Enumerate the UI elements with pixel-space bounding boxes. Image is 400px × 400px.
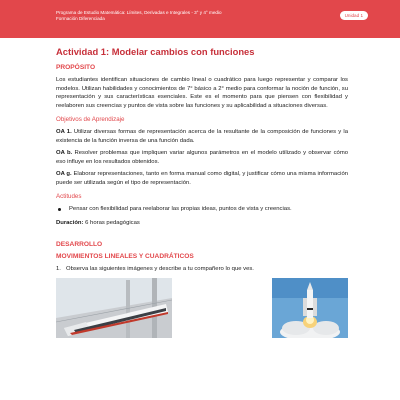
- actitudes-heading: Actitudes: [56, 193, 82, 200]
- proposito-text: Los estudiantes identifican situaciones de cambio lineal o cuadrático para luego representar y comparar los modelos. Utilizan habilidades y conocimientos de 7° básico a 2° medio para conformar la noción de función, su representación y sus características esenciales. Este es el momento para que piensen con flexibilidad y reelaboren sus creencias y puntos de vista sobre las funciones y su aplicabilidad a situaciones diversas.: [56, 77, 348, 109]
- objective-code: OA g.: [56, 171, 72, 177]
- objective-item: [56, 149, 348, 166]
- desarrollo-subheading: MOVIMIENTOS LINEALES Y CUADRÁTICOS: [56, 253, 194, 260]
- duracion-line: [56, 219, 348, 228]
- proposito-heading: PROPÓSITO: [56, 64, 96, 71]
- duracion-value: 6 horas pedagógicas: [85, 219, 140, 226]
- unit-badge: Unidad 1: [340, 11, 368, 20]
- actitud-item: [56, 205, 348, 214]
- rocket-image: [272, 278, 348, 338]
- bullet-icon: [58, 208, 61, 211]
- actitud-text: Pensar con flexibilidad para reelaborar las propias ideas, puntos de vista y creencias.: [69, 206, 292, 212]
- desarrollo-heading: DESARROLLO: [56, 241, 103, 248]
- activity-title: Actividad 1: Modelar cambios con funciones: [56, 46, 255, 57]
- duracion-label: Duración:: [56, 219, 84, 226]
- objective-text: Utilizar diversas formas de representación acerca de la resultante de la composición de funciones y la existencia de la función inversa de una función dada.: [56, 129, 348, 144]
- objective-item: [56, 170, 348, 187]
- step-text: Observa las siguientes imágenes y describe a tu compañero lo que ves.: [66, 266, 254, 272]
- page-header: [0, 0, 400, 38]
- objective-code: OA b.: [56, 150, 73, 156]
- objective-code: OA 1.: [56, 129, 72, 135]
- program-title: Programa de Estudio Matemática: Límites, Derivadas e Integrales - 3° y 4° medio: [56, 10, 222, 15]
- objetivos-heading: Objetivos de Aprendizaje: [56, 116, 125, 123]
- document-body: [56, 40, 348, 338]
- step-number: 1.: [56, 266, 61, 272]
- train-image: [56, 278, 172, 338]
- objective-text: Resolver problemas que impliquen variar algunos parámetros en el modelo utilizado y observar cómo eso influye en los resultados obtenidos.: [56, 150, 348, 165]
- program-subtitle: Formación Diferenciada: [56, 16, 105, 21]
- step-item: [56, 265, 348, 274]
- objective-text: Elaborar representaciones, tanto en forma manual como digital, y justificar cómo una misma información puede ser utilizada según el tipo de representación.: [56, 171, 348, 186]
- images-row: [56, 278, 348, 338]
- objective-item: [56, 128, 348, 145]
